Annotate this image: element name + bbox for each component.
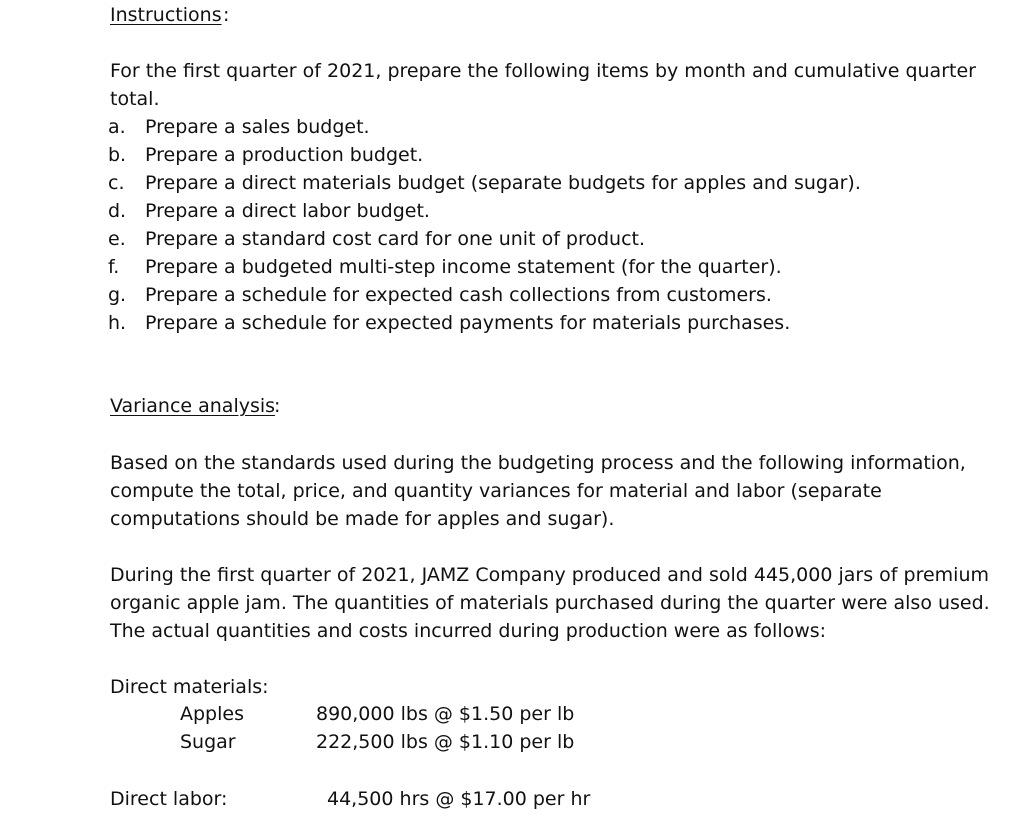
list-item-marker: a. bbox=[108, 116, 126, 138]
variance-paragraph-production: During the first quarter of 2021, JAMZ Company produced and sold 445,000 jars of premium organic apple jam. The quantities of materials purchased during the quarter were also used. The actual quantities and costs incurred during production were as follows: bbox=[110, 564, 990, 642]
list-item-marker: h. bbox=[108, 312, 127, 334]
sugar-value: 222,500 lbs @ $1.10 per lb bbox=[316, 731, 575, 753]
instructions-heading bbox=[110, 1, 222, 29]
list-item bbox=[108, 197, 861, 225]
list-item bbox=[108, 141, 861, 169]
direct-materials-label: Direct materials: bbox=[110, 676, 269, 698]
direct-labor-label: Direct labor: bbox=[110, 788, 228, 810]
variance-heading bbox=[110, 392, 275, 420]
apples-value: 890,000 lbs @ $1.50 per lb bbox=[316, 703, 575, 725]
list-item-marker: d. bbox=[108, 200, 127, 222]
sugar-label: Sugar bbox=[180, 731, 236, 753]
list-item-marker: c. bbox=[108, 172, 125, 194]
list-item-marker: g. bbox=[108, 284, 127, 306]
list-item-text: Prepare a direct materials budget (separate budgets for apples and sugar). bbox=[145, 172, 861, 194]
list-item-text: Prepare a direct labor budget. bbox=[145, 200, 430, 222]
variance-paragraph-standards: Based on the standards used during the budgeting process and the following information, compute the total, price, and quantity variances for material and labor (separate computations should be made for apples and sugar). bbox=[110, 452, 966, 530]
list-item bbox=[108, 253, 861, 281]
list-item bbox=[108, 309, 861, 337]
instructions-heading-text: Instructions bbox=[110, 4, 222, 26]
list-item-marker: f. bbox=[108, 256, 120, 278]
variance-heading-colon: : bbox=[274, 395, 281, 417]
list-item-text: Prepare a sales budget. bbox=[145, 116, 370, 138]
apples-label: Apples bbox=[180, 703, 244, 725]
list-item bbox=[108, 113, 861, 141]
variance-heading-text: Variance analysis bbox=[110, 395, 276, 417]
list-item-text: Prepare a standard cost card for one unit of product. bbox=[145, 228, 646, 250]
direct-labor-value: 44,500 hrs @ $17.00 per hr bbox=[327, 788, 591, 810]
list-item bbox=[108, 281, 861, 309]
list-item-marker: b. bbox=[108, 144, 127, 166]
instructions-list bbox=[108, 113, 861, 337]
list-item-text: Prepare a schedule for expected cash collections from customers. bbox=[145, 284, 772, 306]
list-item bbox=[108, 225, 861, 253]
list-item bbox=[108, 169, 861, 197]
instructions-heading-colon: : bbox=[223, 4, 230, 26]
list-item-marker: e. bbox=[108, 228, 126, 250]
list-item-text: Prepare a schedule for expected payments for materials purchases. bbox=[145, 312, 791, 334]
list-item-text: Prepare a budgeted multi-step income statement (for the quarter). bbox=[145, 256, 782, 278]
instructions-intro: For the first quarter of 2021, prepare the following items by month and cumulative quarter total. bbox=[110, 60, 976, 110]
list-item-text: Prepare a production budget. bbox=[145, 144, 424, 166]
